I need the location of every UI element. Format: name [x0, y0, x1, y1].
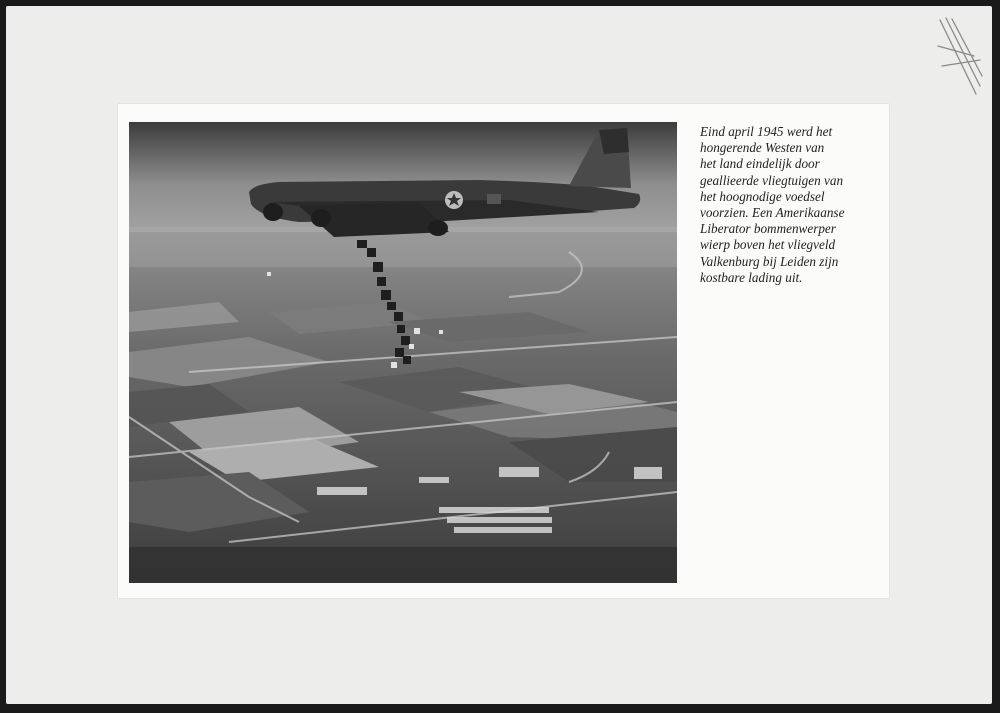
caption-line: hongerende Westen van [700, 140, 825, 156]
caption-line: kostbare lading uit. [700, 269, 803, 285]
caption-line: Valkenburg bij Leiden zijn [700, 253, 839, 269]
caption-line: geallieerde vliegtuigen van [700, 172, 844, 188]
caption-line: voorzien. Een Amerikaanse [700, 205, 845, 221]
caption-line: Liberator bommenwerper [700, 221, 836, 237]
aerial-photograph [129, 122, 677, 583]
caption-line: het hoognodige voedsel [700, 188, 825, 204]
pencil-mark-icon [936, 16, 984, 96]
caption-line: Eind april 1945 werd het [700, 124, 833, 139]
photo-caption [700, 124, 880, 286]
caption-line: het land eindelijk door [700, 156, 820, 172]
caption-line: wierp boven het vliegveld [700, 237, 836, 253]
